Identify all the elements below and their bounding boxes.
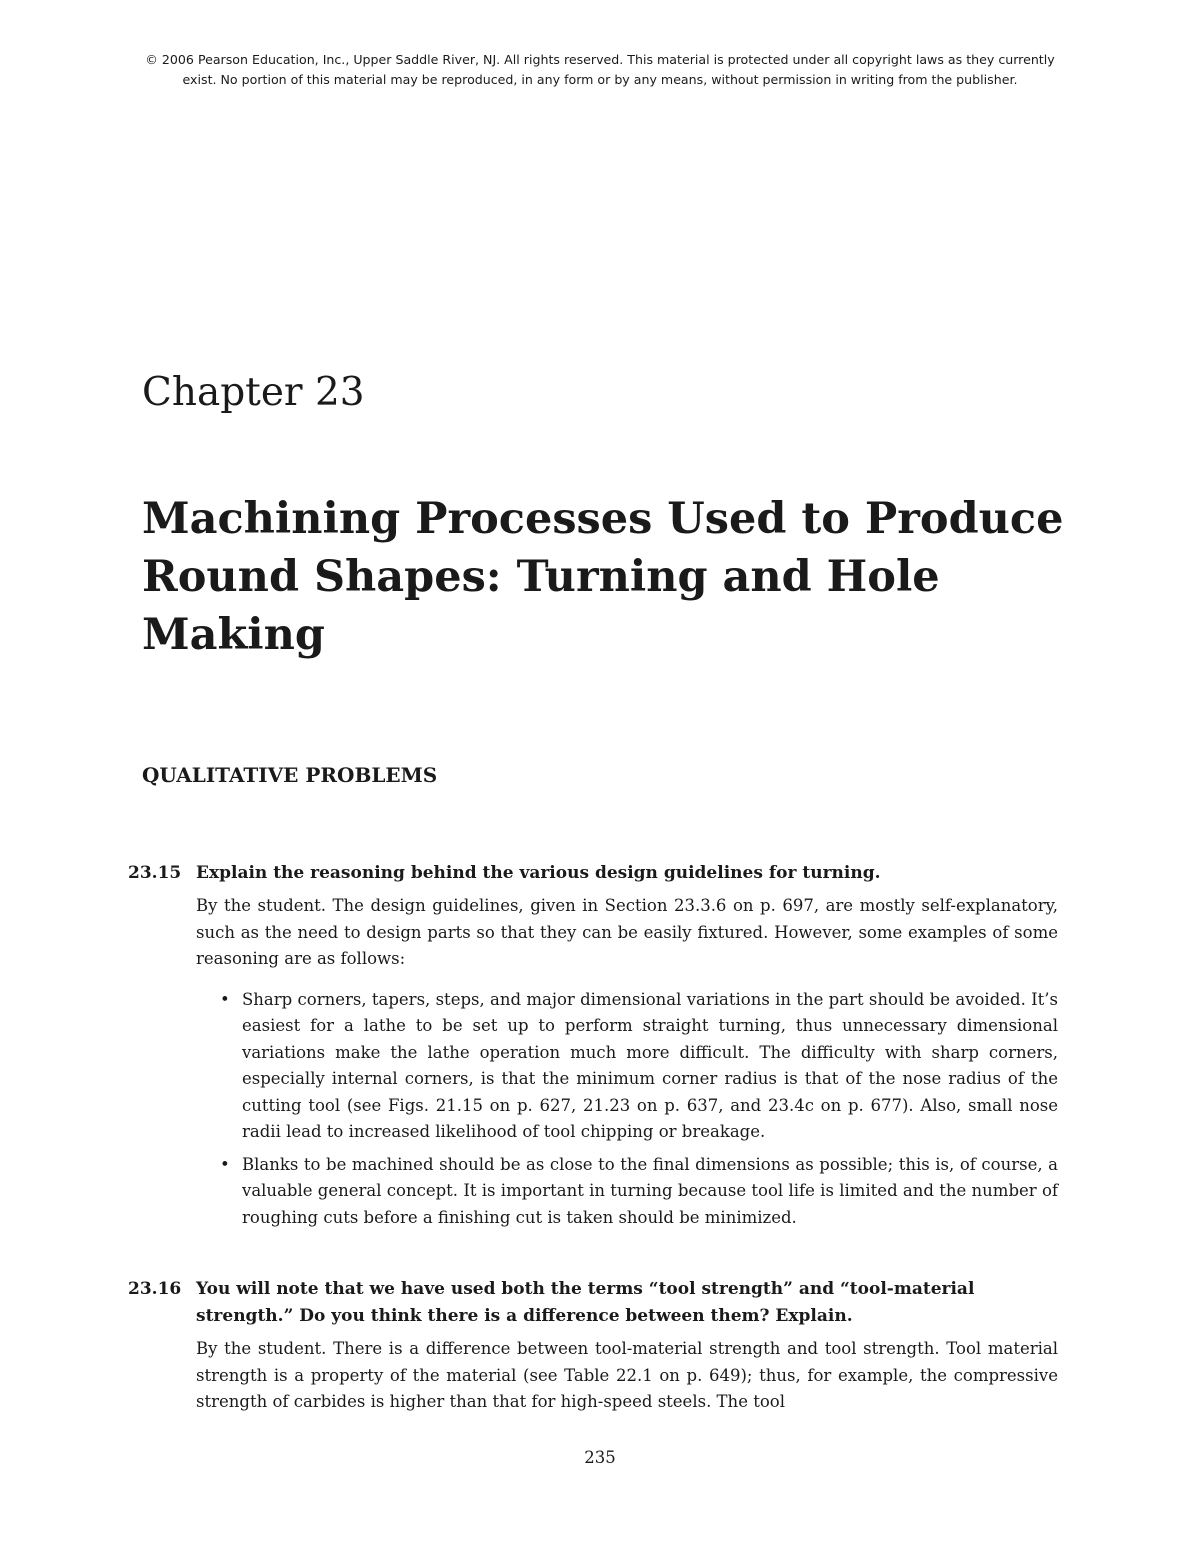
bullet-text: Sharp corners, tapers, steps, and major dimensional variations in the part should be avoided. It’s easiest for a lathe to be set up to perform straight turning, thus unnecessary dimensional variations make the lathe operation much more difficult. The difficulty with sharp corners, especially internal corners, is that the minimum corner radius is that of the nose radius of the cutting tool (see Figs. 21.15 on p. 627, 21.23 on p. 637, and 23.4c on p. 677). Also, small nose radii lead to increased likelihood of tool chipping or breakage. bbox=[242, 989, 1058, 1141]
copyright-line-1: © 2006 Pearson Education, Inc., Upper Saddle River, NJ. All rights reserved. This material is protected under all copyright laws as they currently bbox=[145, 52, 1055, 67]
problem-question: You will note that we have used both the terms “tool strength” and “tool-material strength.” Do you think there is a difference between them? Explain. bbox=[196, 1279, 975, 1326]
problem-23-15 bbox=[128, 860, 1058, 1237]
copyright-line-2: exist. No portion of this material may be reproduced, in any form or by any means, without permission in writing from the publisher. bbox=[182, 72, 1018, 87]
section-heading: QUALITATIVE PROBLEMS bbox=[142, 763, 438, 787]
problem-question: Explain the reasoning behind the various design guidelines for turning. bbox=[196, 863, 881, 883]
answer-bullet-list bbox=[128, 987, 1058, 1232]
bullet-item bbox=[220, 987, 1058, 1146]
problem-answer: By the student. There is a difference between tool-material strength and tool strength. Tool material strength is a property of the material (see Table 22.1 on p. 649); thus, for example, the compressive strength of carbides is higher than that for high-speed steels. The tool bbox=[196, 1339, 1058, 1411]
bullet-icon: • bbox=[220, 1154, 230, 1174]
copyright-notice bbox=[0, 50, 1200, 90]
chapter-label: Chapter 23 bbox=[142, 370, 365, 415]
problem-number: 23.15 bbox=[128, 863, 182, 883]
page-number: 235 bbox=[584, 1448, 616, 1467]
bullet-text: Blanks to be machined should be as close to the final dimensions as possible; this is, of course, a valuable general concept. It is important in turning because tool life is limited and the number of roughing cuts before a finishing cut is taken should be minimized. bbox=[242, 1154, 1058, 1227]
problem-header bbox=[128, 1276, 1058, 1330]
problem-answer: By the student. The design guidelines, given in Section 23.3.6 on p. 697, are mostly self-explanatory, such as the need to design parts so that they can be easily fixtured. However, some examples of some reasoning are as follows: bbox=[196, 896, 1058, 968]
problem-23-16 bbox=[128, 1276, 1058, 1416]
bullet-item bbox=[220, 1152, 1058, 1232]
chapter-title: Machining Processes Used to Produce Round Shapes: Turning and Hole Making bbox=[142, 494, 1064, 660]
problem-number: 23.16 bbox=[128, 1279, 182, 1299]
problem-header bbox=[128, 860, 1058, 887]
bullet-icon: • bbox=[220, 989, 230, 1009]
